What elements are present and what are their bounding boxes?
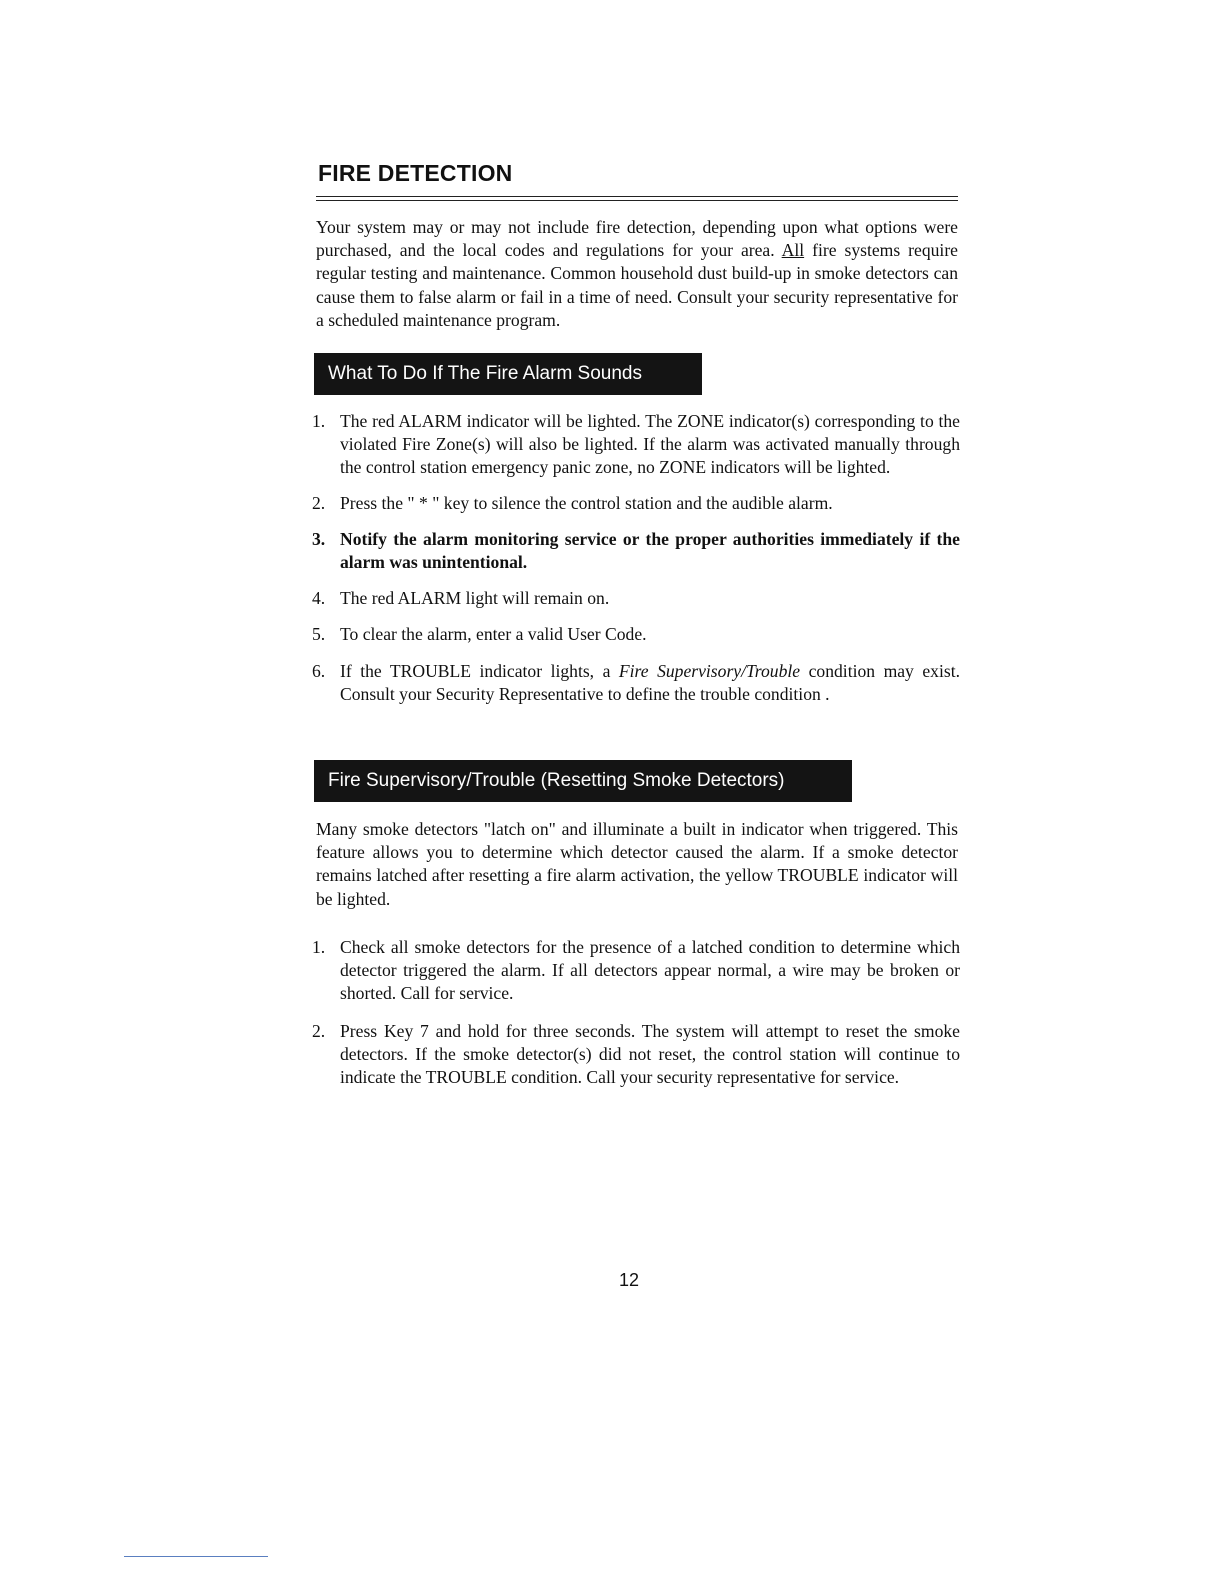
page-number: 12: [618, 1270, 640, 1290]
list-item: [312, 492, 960, 515]
item-number: 2.: [312, 1020, 326, 1041]
fire-alarm-steps: [312, 410, 960, 706]
page-title: FIRE DETECTION: [318, 160, 513, 186]
title-rule: [316, 196, 958, 201]
list-item: [312, 528, 960, 574]
list-item: [312, 410, 960, 480]
item-text: Press Key 7 and hold for three seconds. The system will attempt to reset the smoke detectors. If the smoke detector(s) did not reset, the control station will continue to indicate the TROUBLE condition. Call your security representative for service.: [340, 1020, 960, 1088]
intro-text-post: fire systems require regular testing and maintenance. Common household dust build-up in smoke detectors can cause them to false alarm or fail in a time of need. Consult your security representative for a scheduled maintenance program.: [316, 240, 958, 330]
item-text: The red ALARM light will remain on.: [340, 588, 610, 609]
item-number: 5.: [312, 624, 326, 645]
intro-text-pre: Your system may or may not include fire detection, depending upon what options were purchased, and the local codes and regulations for your area.: [316, 217, 958, 261]
intro-underlined-word: All: [781, 240, 805, 261]
item-number: 4.: [312, 588, 326, 609]
item-text-italic: Fire Supervisory/Trouble: [618, 660, 801, 681]
item-number: 2.: [312, 492, 326, 513]
item-number: 1.: [312, 411, 326, 431]
item-text: The red ALARM indicator will be lighted. The ZONE indicator(s) corresponding to the violated Fire Zone(s) will also be lighted. If the alarm was activated manually through the control station emergency panic zone, no ZONE indicators will be lighted.: [340, 411, 960, 478]
list-item: [312, 587, 960, 610]
item-number: 6.: [312, 660, 326, 681]
section2-intro-paragraph: Many smoke detectors "latch on" and illuminate a built in indicator when triggered. This feature allows you to determine which detector caused the alarm. If a smoke detector remains latched after resetting a fire alarm activation, the yellow TROUBLE indicator will be lighted.: [316, 819, 958, 909]
intro-paragraph: [316, 216, 958, 332]
list-item: [312, 936, 960, 1006]
item-text: Notify the alarm monitoring service or the proper authorities immediately if the alarm was unintentional.: [340, 528, 960, 573]
item-text: To clear the alarm, enter a valid User Code.: [340, 624, 647, 645]
list-item: [312, 660, 960, 706]
item-text: Press the " * " key to silence the control station and the audible alarm.: [340, 492, 833, 513]
section-header-fire-alarm: What To Do If The Fire Alarm Sounds: [314, 353, 702, 395]
item-number: 3.: [312, 528, 326, 549]
footer-rule: [124, 1556, 268, 1557]
item-text-post: condition may exist. Consult your Security Representative to define the trouble condition .: [340, 660, 960, 704]
reset-smoke-detector-steps: [312, 936, 960, 1089]
item-text-pre: If the TROUBLE indicator lights, a: [340, 660, 619, 681]
list-item: [312, 1020, 960, 1090]
item-number: 1.: [312, 937, 326, 957]
section-header-fire-supervisory: Fire Supervisory/Trouble (Resetting Smoke Detectors): [314, 760, 852, 802]
list-item: [312, 623, 960, 646]
item-text: Check all smoke detectors for the presence of a latched condition to determine which detector triggered the alarm. If all detectors appear normal, a wire may be broken or shorted. Call for service.: [340, 937, 960, 1004]
